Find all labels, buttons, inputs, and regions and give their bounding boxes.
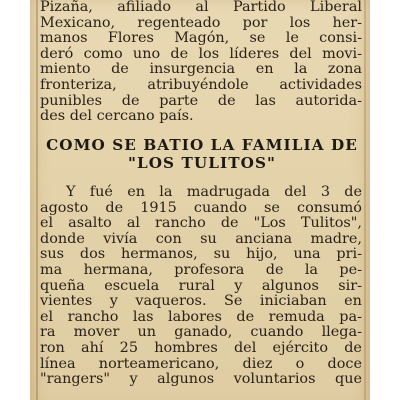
word: uno	[132, 45, 161, 62]
word: algunos	[157, 371, 215, 388]
word: de	[170, 45, 189, 62]
word: del	[289, 45, 312, 62]
word: norteamericano,	[98, 355, 220, 372]
word: la	[294, 61, 308, 78]
word: madrugada	[186, 184, 270, 200]
word: "rangers"	[40, 371, 110, 388]
word: en	[127, 184, 145, 200]
text-line	[40, 31, 362, 47]
word: vivía	[103, 230, 138, 247]
word: y	[234, 277, 243, 294]
text-line	[40, 341, 362, 357]
word: ron	[40, 339, 65, 356]
word: vientes	[40, 293, 93, 310]
word: deró	[40, 45, 74, 62]
word: afiliado	[117, 0, 172, 15]
word: rancho	[67, 308, 119, 325]
word: hombres	[154, 339, 218, 356]
word: un	[137, 324, 157, 341]
word: vaqueros.	[135, 293, 207, 310]
word: que	[334, 371, 362, 388]
word: se	[249, 30, 266, 47]
word: consumó	[297, 199, 362, 216]
word: le	[285, 30, 299, 47]
word: las	[132, 308, 154, 325]
word: parte	[159, 92, 199, 109]
word: doce	[327, 355, 362, 372]
word: diez	[242, 355, 273, 372]
word: rancho	[155, 215, 206, 232]
word: fué	[89, 184, 113, 200]
word: pe-	[339, 261, 362, 278]
word: de	[217, 92, 236, 109]
word: consi-	[319, 30, 362, 47]
word: 3	[320, 184, 330, 200]
word: como	[83, 45, 123, 62]
word: por	[242, 14, 268, 31]
word: agosto	[40, 199, 89, 216]
text-line	[40, 232, 362, 248]
word: sir-	[338, 277, 362, 294]
word: hermanos,	[120, 246, 198, 263]
word: 1915	[140, 199, 177, 216]
word: profesora	[174, 261, 245, 278]
intro-paragraph	[40, 0, 362, 125]
text-line	[40, 201, 362, 217]
word: del	[284, 184, 307, 200]
text-line	[40, 0, 362, 16]
word: ejército	[272, 339, 328, 356]
word: de	[105, 199, 124, 216]
word: madre,	[310, 230, 362, 247]
word: de	[220, 215, 239, 232]
text-line	[40, 47, 362, 63]
word: ganado,	[174, 324, 233, 341]
word: los	[198, 45, 220, 62]
word: 25	[119, 339, 138, 356]
word: de	[121, 92, 140, 109]
word: las	[255, 92, 276, 109]
word: ma	[40, 261, 63, 278]
word: queña	[40, 277, 85, 294]
word: Mexicano,	[40, 14, 116, 31]
text-line: des del cercano país.	[40, 108, 194, 125]
body-paragraph	[40, 185, 362, 388]
word: Magón,	[174, 30, 230, 47]
word: al	[126, 215, 140, 232]
word: asalto	[68, 215, 112, 232]
text-line	[40, 357, 362, 373]
word: atribuyéndole	[147, 76, 249, 93]
word: hermana,	[83, 261, 153, 278]
word: ra	[40, 324, 56, 341]
word: anciana	[235, 230, 293, 247]
word: los	[289, 14, 311, 31]
word: manos	[40, 30, 88, 47]
word: y	[129, 371, 138, 388]
text-line	[40, 294, 362, 310]
word: Tulitos",	[300, 215, 362, 232]
word: donde	[40, 230, 85, 247]
word: con	[155, 230, 182, 247]
word: insurgencia	[149, 61, 236, 78]
text-line	[40, 94, 362, 110]
word: labores	[168, 308, 222, 325]
word: zona	[327, 61, 362, 78]
word: del	[233, 339, 257, 356]
word: actividades	[279, 76, 362, 93]
word: her-	[332, 14, 362, 31]
text-line	[40, 247, 362, 263]
word: Se	[224, 293, 243, 310]
word: rural	[178, 277, 215, 294]
headline-line: "LOS TULITOS"	[127, 154, 277, 172]
word: algunos	[261, 277, 319, 294]
word: la	[159, 184, 173, 200]
word: Partido	[232, 0, 286, 15]
text-line	[40, 372, 362, 388]
word: la	[304, 261, 319, 278]
text-line	[40, 185, 362, 201]
word: de	[236, 308, 255, 325]
word: Liberal	[310, 0, 362, 15]
word: de	[265, 261, 284, 278]
word: dos	[79, 246, 106, 263]
word: en	[344, 293, 362, 310]
word: pri-	[336, 246, 362, 263]
text-line	[40, 263, 362, 279]
word: el	[40, 308, 54, 325]
word: "Los	[253, 215, 286, 232]
headline-line: COMO SE BATIO LA FAMILIA DE	[46, 136, 358, 154]
word: línea	[40, 355, 76, 372]
word: o	[295, 355, 305, 372]
newspaper-clipping	[30, 0, 370, 400]
word: de	[111, 61, 129, 78]
word: regenteado	[137, 14, 221, 31]
word: sus	[40, 246, 65, 263]
word: su	[213, 246, 231, 263]
text-line	[40, 16, 362, 32]
word: y	[109, 293, 118, 310]
word: de	[344, 184, 362, 200]
word: al	[195, 0, 209, 15]
word: Y	[66, 184, 76, 200]
word: autorida-	[295, 92, 362, 109]
word: cuando	[193, 199, 247, 216]
word: el	[40, 215, 54, 232]
word: pa-	[339, 308, 362, 325]
text-line	[40, 310, 362, 326]
word: punibles	[40, 92, 103, 109]
text-line	[40, 78, 362, 94]
word: líderes	[229, 45, 280, 62]
word: se	[264, 199, 280, 216]
word: Pizaña,	[40, 0, 93, 15]
word: ahí	[81, 339, 104, 356]
word: voluntarios	[233, 371, 316, 388]
word: miento	[40, 61, 91, 78]
word: su	[200, 230, 217, 247]
word: llega-	[321, 324, 362, 341]
word: fronteriza,	[40, 76, 117, 93]
word: remuda	[268, 308, 325, 325]
text-line	[40, 62, 362, 78]
word: mover	[73, 324, 120, 341]
word: movi-	[322, 45, 362, 62]
text-line	[40, 325, 362, 341]
word: una	[293, 246, 321, 263]
word: Flores	[107, 30, 154, 47]
word: en	[255, 61, 274, 78]
word: de	[344, 339, 362, 356]
section-headline	[44, 136, 360, 172]
word: escuela	[104, 277, 160, 294]
word: hijo,	[246, 246, 278, 263]
text-line	[40, 279, 362, 295]
text-line	[40, 216, 362, 232]
word: cuando	[250, 324, 304, 341]
word: iniciaban	[259, 293, 327, 310]
